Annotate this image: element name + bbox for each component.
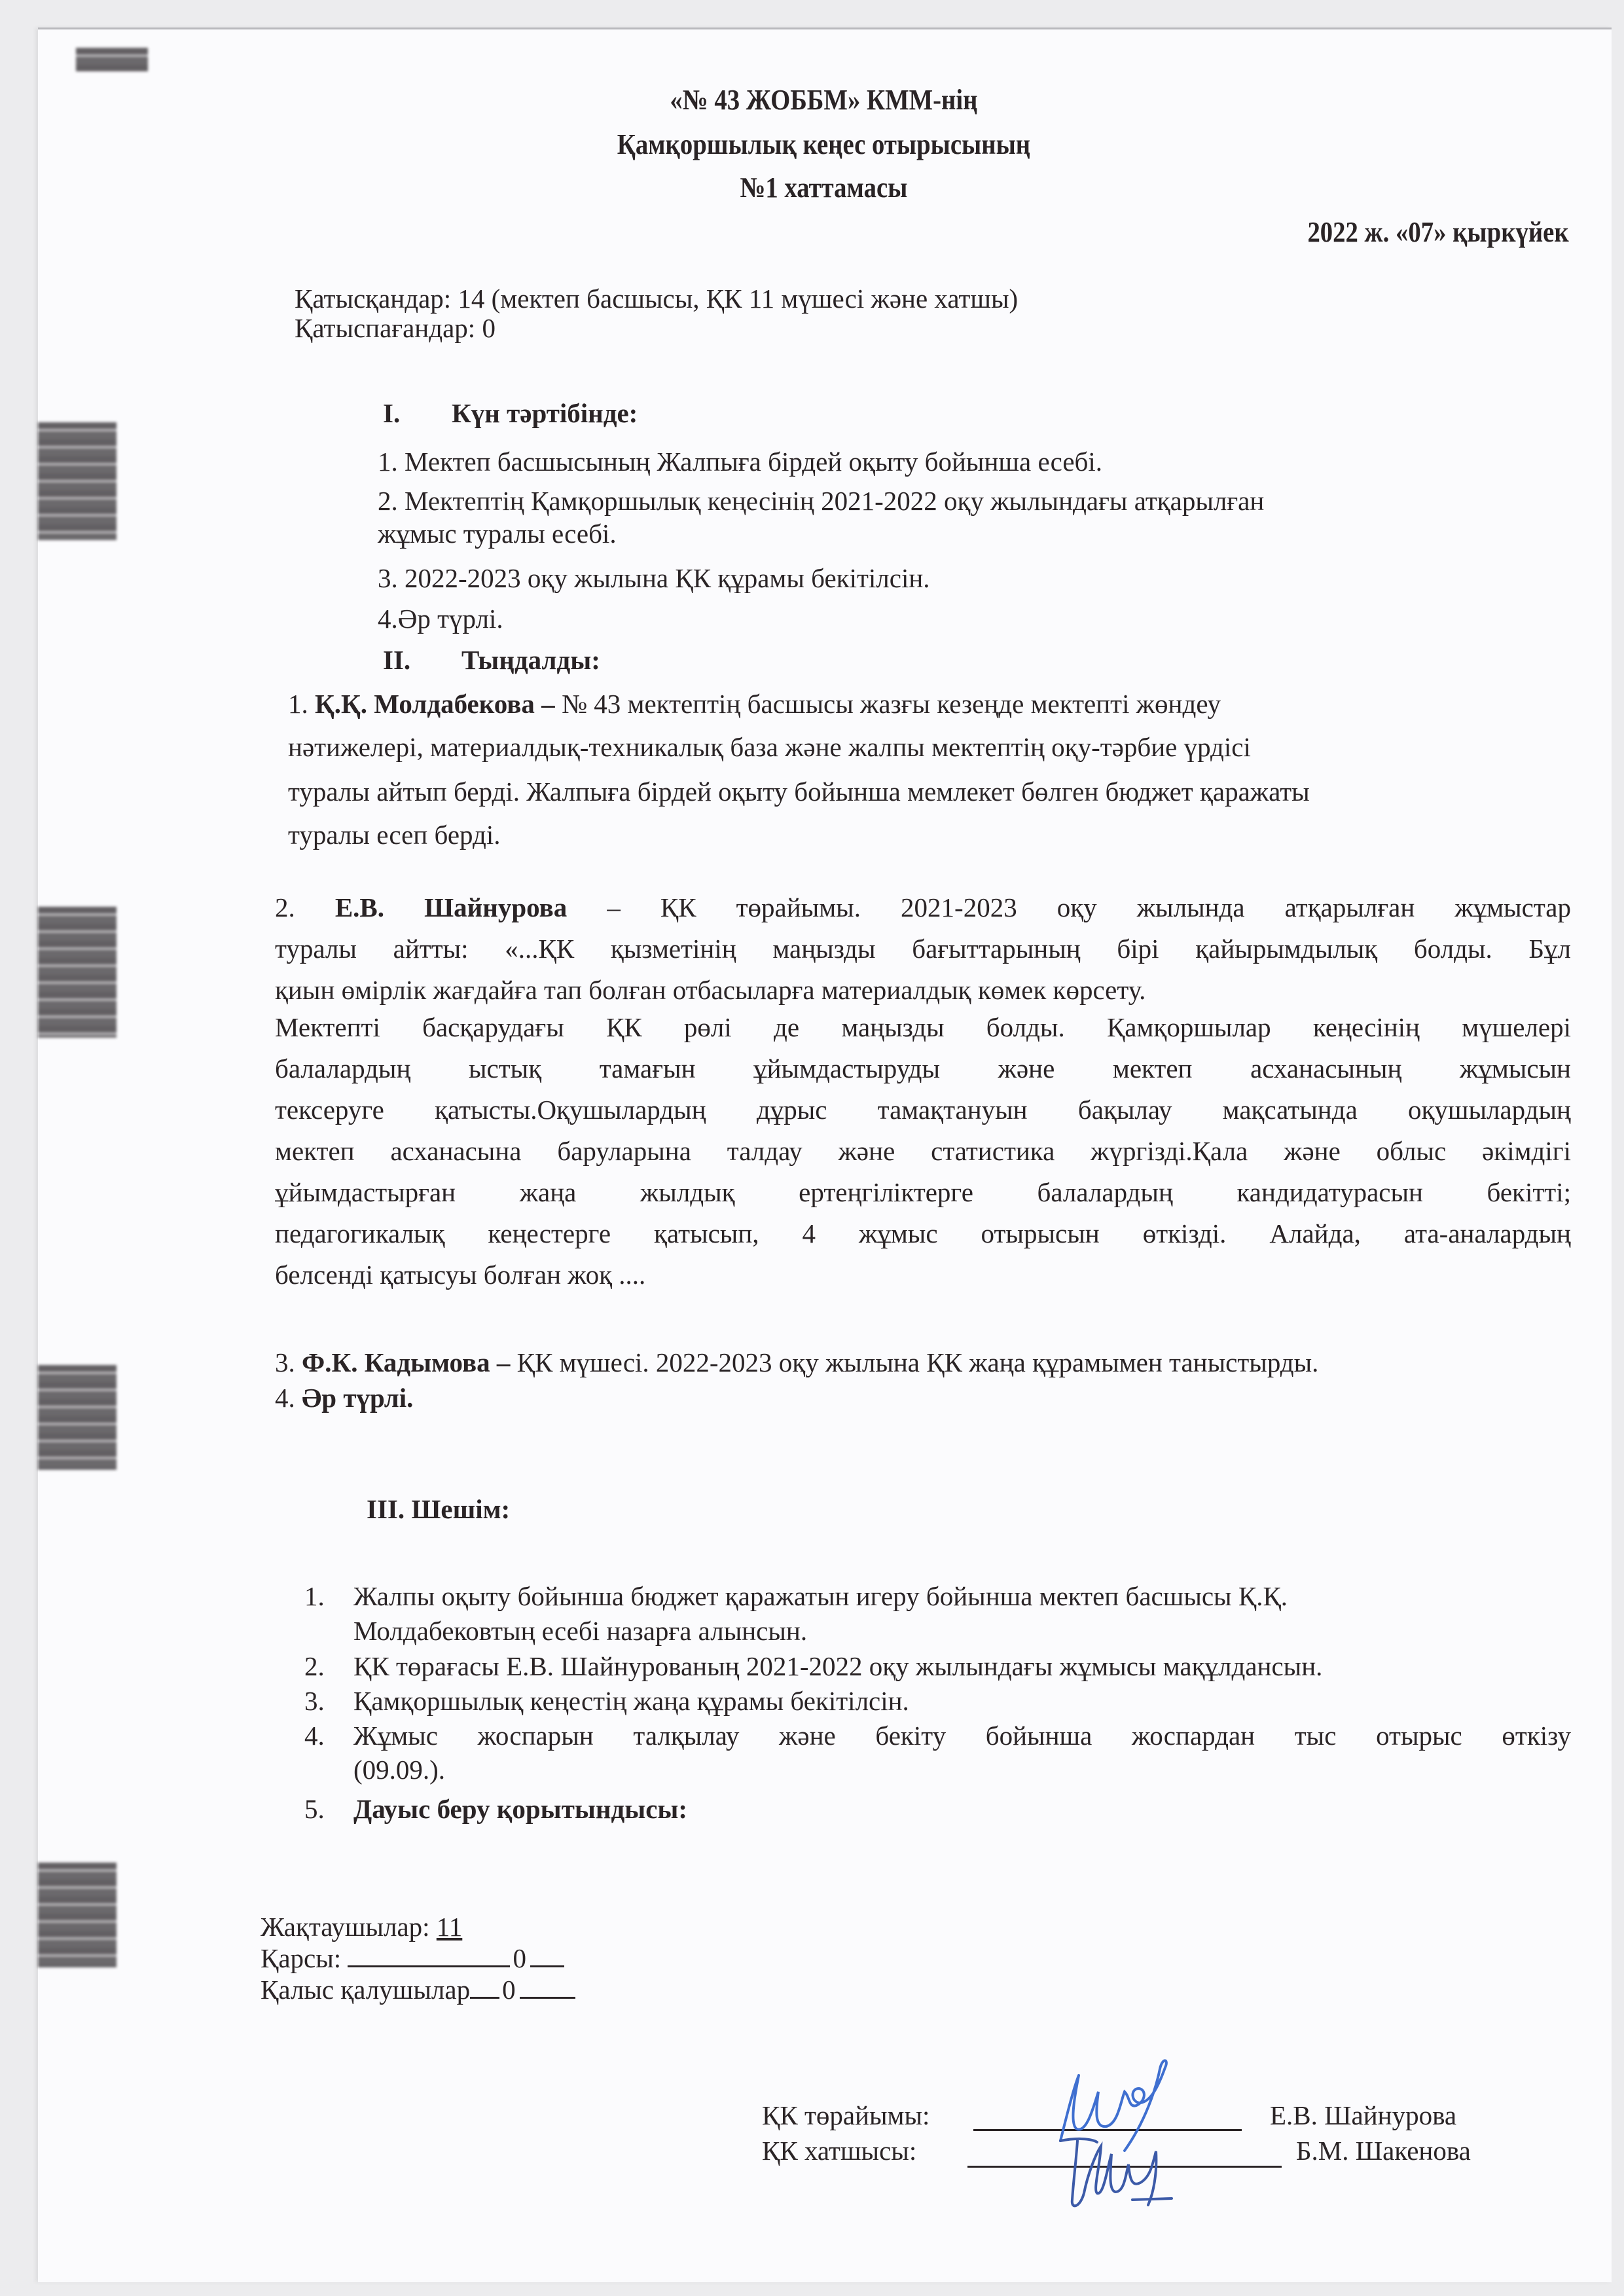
heard-item-number: 1. bbox=[288, 689, 315, 719]
heard-item-2 bbox=[275, 889, 1571, 1294]
document-title-line1: «№ 43 ЖОББМ» КММ-нің bbox=[670, 84, 978, 116]
heard-item-text: тексеруге қатысты.Оқушылардың дұрыс тамақтануын бақылау мақсатында оқушылардың bbox=[275, 1095, 1571, 1125]
heard-item-number: 2. bbox=[275, 892, 335, 922]
scan-artifact bbox=[38, 1365, 117, 1470]
heard-item-text: туралы айтып берді. Жалпыға бірдей оқыту бойынша мемлекет бөлген бюджет қаражаты bbox=[288, 776, 1310, 807]
agenda-item: 4.Әр түрлі. bbox=[378, 604, 503, 634]
chair-name: Е.В. Шайнурова bbox=[1270, 2100, 1457, 2130]
decision-item-number: 2. bbox=[304, 1651, 325, 1681]
vote-against bbox=[261, 1943, 564, 1974]
scan-artifact bbox=[38, 907, 117, 1038]
vote-for bbox=[261, 1912, 462, 1942]
vote-against-label: Қарсы: bbox=[261, 1943, 348, 1973]
heard-numeral: II. bbox=[383, 645, 411, 675]
agenda-heading: Күн тәртібінде: bbox=[452, 398, 638, 428]
scan-artifact bbox=[38, 1863, 117, 1967]
agenda-item: жұмыс туралы есебі. bbox=[378, 519, 617, 549]
agenda-item: 3. 2022-2023 оқу жылына ҚК құрамы бекітілсін. bbox=[378, 563, 930, 593]
secretary-label: ҚК хатшысы: bbox=[762, 2136, 917, 2166]
heard-item-text: нәтижелері, материалдық-техникалық база және жалпы мектептің оқу-тәрбие үрдісі bbox=[288, 732, 1251, 762]
decision-item-text: Қамқоршылық кеңестің жаңа құрамы бекітілсін. bbox=[353, 1686, 909, 1716]
vote-abstain bbox=[261, 1975, 575, 2005]
agenda-item: 2. Мектептің Қамқоршылық кеңесінің 2021-2022 оқу жылындағы атқарылған bbox=[378, 486, 1265, 516]
decision-item-text: Жалпы оқыту бойынша бюджет қаражатын игеру бойынша мектеп басшысы Қ.Қ. bbox=[353, 1581, 1288, 1611]
attendance-absent: Қатыспағандар: 0 bbox=[295, 313, 496, 343]
ink-stroke bbox=[1060, 2139, 1172, 2206]
agenda-numeral: I. bbox=[383, 398, 401, 428]
decision-item-number: 4. bbox=[304, 1721, 325, 1751]
heard-item-text: балалардың ыстық тамағын ұйымдастыруды және мектеп асханасының жұмысын bbox=[275, 1053, 1571, 1084]
chair-label: ҚК төрайымы: bbox=[762, 2100, 930, 2130]
document-date: 2022 ж. «07» қыркүйек bbox=[1307, 216, 1569, 248]
heard-item-number: 4. bbox=[275, 1383, 302, 1413]
decision-item-number: 1. bbox=[304, 1581, 325, 1611]
heard-item-text: белсенді қатысуы болған жоқ .... bbox=[275, 1260, 646, 1290]
scan-artifact bbox=[76, 48, 148, 71]
speaker-name: Ф.К. Кадымова – bbox=[302, 1347, 511, 1377]
vote-abstain-value: 0 bbox=[502, 1975, 516, 2005]
heard-item-text: Әр түрлі. bbox=[302, 1383, 414, 1413]
decision-item-text: (09.09.). bbox=[353, 1755, 446, 1785]
heard-heading: Тыңдалды: bbox=[461, 645, 600, 675]
decision-item-line: Жұмыс жоспарын талқылау және бекіту бойынша жоспардан тыс отырыс өткізу bbox=[353, 1721, 1571, 1751]
secretary-signature bbox=[1047, 2128, 1191, 2213]
decision-item-number: 5. bbox=[304, 1794, 325, 1824]
heard-item-4 bbox=[275, 1383, 413, 1413]
decision-item-text: Молдабековтың есебі назарға алынсын. bbox=[353, 1616, 808, 1646]
vote-for-value: 11 bbox=[436, 1912, 463, 1942]
heard-item-text: педагогикалық кеңестерге қатысып, 4 жұмыс отырысын өткізді. Алайда, ата-аналардың bbox=[275, 1218, 1571, 1248]
scan-artifact bbox=[38, 422, 117, 540]
heard-item-text: № 43 мектептің басшысы жазғы кезеңде мектепті жөндеу bbox=[554, 689, 1221, 719]
heard-item-text: ұйымдастырған жаңа жылдық ертеңгіліктерге балалардың кандидатурасын бекітті; bbox=[275, 1177, 1571, 1207]
vote-abstain-label: Қалыс қалушылар bbox=[261, 1975, 471, 2005]
decision-item-number: 3. bbox=[304, 1686, 325, 1716]
vote-for-label: Жақтаушылар: bbox=[261, 1912, 437, 1942]
decision-heading: III. Шешім: bbox=[367, 1494, 511, 1524]
speaker-name: Е.В. Шайнурова bbox=[334, 892, 568, 922]
heard-item-3 bbox=[275, 1347, 1318, 1378]
attendance-present: Қатысқандар: 14 (мектеп басшысы, ҚК 11 мүшесі және хатшы) bbox=[295, 283, 1019, 314]
heard-item-text: – ҚК төрайымы. 2021-2023 оқу жылында атқарылған жұмыстар bbox=[567, 892, 1572, 922]
decision-item-text: ҚК төрағасы Е.В. Шайнурованың 2021-2022 оқу жылындағы жұмысы мақұлдансын. bbox=[353, 1651, 1323, 1681]
decision-item-text bbox=[353, 1721, 1571, 1751]
vote-against-value: 0 bbox=[513, 1943, 526, 1973]
heard-item-number: 3. bbox=[275, 1347, 302, 1377]
document-title-line3: №1 хаттамасы bbox=[740, 172, 908, 204]
secretary-name: Б.М. Шакенова bbox=[1296, 2136, 1471, 2166]
heard-item-text: ҚК мүшесі. 2022-2023 оқу жылына ҚК жаңа құрамымен таныстырды. bbox=[510, 1347, 1319, 1377]
heard-item-text: Мектепті басқарудағы ҚК рөлі де маңызды болды. Қамқоршылар кеңесінің мүшелері bbox=[275, 1012, 1571, 1042]
agenda-item: 1. Мектеп басшысының Жалпыға бірдей оқыту бойынша есебі. bbox=[378, 446, 1103, 477]
heard-item-text: туралы айтты: «...ҚК қызметінің маңызды бағыттарының бірі қайырымдылық болды. Бұл bbox=[275, 934, 1571, 964]
heard-item-text: туралы есеп берді. bbox=[288, 820, 501, 850]
heard-item-1 bbox=[288, 689, 1221, 720]
heard-item-text: қиын өмірлік жағдайға тап болған отбасыларға материалдық көмек көрсету. bbox=[275, 975, 1146, 1005]
heard-item-text: мектеп асханасына баруларына талдау және статистика жүргізді.Қала және облыс әкімдігі bbox=[275, 1136, 1571, 1166]
decision-item-text: Дауыс беру қорытындысы: bbox=[353, 1794, 688, 1824]
speaker-name: Қ.Қ. Молдабекова – bbox=[315, 689, 555, 719]
document-title-line2: Қамқоршылық кеңес отырысының bbox=[617, 128, 1031, 160]
